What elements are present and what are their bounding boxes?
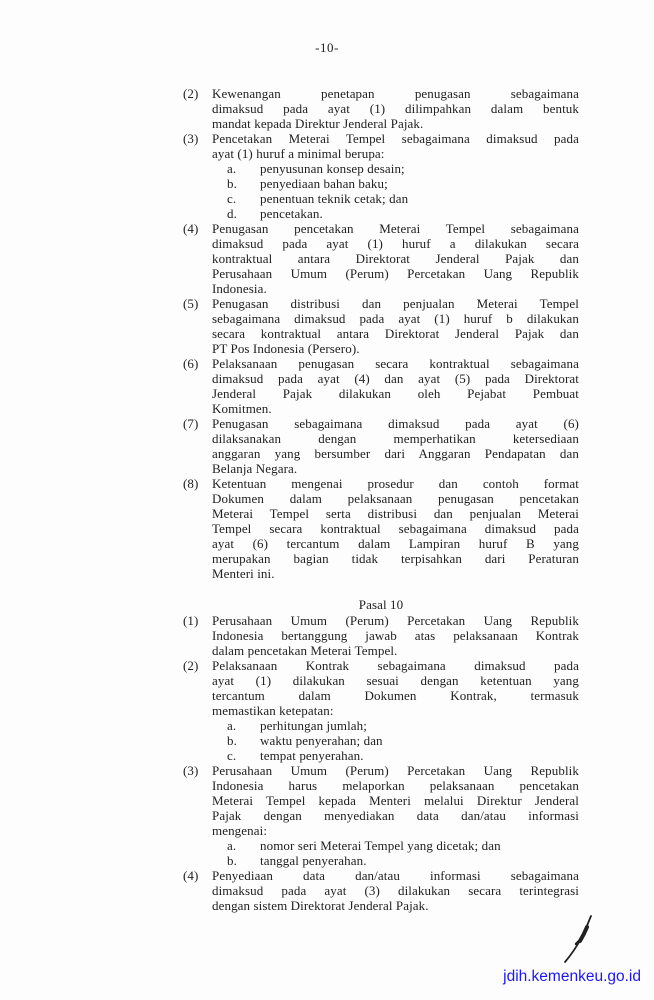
text-line: sebagaimana dimaksud pada ayat (1) huruf b dilakukan (212, 311, 579, 326)
text-line: dimaksud pada ayat (1) huruf a dilakukan secara (212, 236, 579, 251)
text-line: Pelaksanaan penugasan secara kontraktual sebagaimana (212, 356, 579, 371)
sub-item-letter: c. (227, 748, 237, 763)
text-line: dalam pencetakan Meterai Tempel. (212, 643, 398, 658)
sub-item (212, 733, 579, 748)
sub-item (212, 748, 579, 763)
paraf-signature-icon (561, 913, 595, 965)
text-line: kontraktual antara Direktorat Jenderal Pajak dan (212, 251, 579, 266)
item-number: (5) (183, 296, 199, 311)
text-line: Menteri ini. (212, 566, 275, 581)
sub-item-letter: a. (227, 718, 237, 733)
text-line: ayat (6) tercantum dalam Lampiran huruf B yang (212, 536, 579, 551)
item-body (212, 221, 579, 296)
item-body (212, 131, 579, 221)
sub-item (212, 838, 579, 853)
text-line: anggaran yang bersumber dari Anggaran Pendapatan dan (212, 446, 579, 461)
item-text (212, 613, 579, 658)
item-text (212, 296, 579, 356)
text-line: Belanja Negara. (212, 461, 298, 476)
sub-item-text: perhitungan jumlah; (260, 718, 367, 733)
text-line: Indonesia. (212, 281, 267, 296)
item-number: (4) (183, 868, 199, 883)
item-number: (2) (183, 86, 199, 101)
list-item (183, 356, 579, 416)
sub-item (212, 206, 579, 221)
text-line: Indonesia bertanggung jawab atas pelaksanaan Kontrak (212, 628, 579, 643)
item-body (212, 416, 579, 476)
item-text (212, 658, 579, 718)
list-item (183, 613, 579, 658)
text-line: PT Pos Indonesia (Persero). (212, 341, 360, 356)
sub-item-text: waktu penyerahan; dan (260, 733, 383, 748)
list-item (183, 296, 579, 356)
list-item (183, 131, 579, 221)
text-line: Pelaksanaan Kontrak sebagaimana dimaksud pada (212, 658, 579, 673)
list-item (183, 868, 579, 913)
item-number: (3) (183, 763, 199, 778)
text-line: secara kontraktual antara Direktorat Jenderal Pajak dan (212, 326, 579, 341)
text-line: Penyediaan data dan/atau informasi sebagaimana (212, 868, 579, 883)
sub-item-text: tempat penyerahan. (260, 748, 364, 763)
item-body (212, 296, 579, 356)
sub-item (212, 161, 579, 176)
sub-item-letter: a. (227, 838, 237, 853)
list-item (183, 476, 579, 581)
text-line: Perusahaan Umum (Perum) Percetakan Uang Republik (212, 613, 579, 628)
sub-item (212, 718, 579, 733)
item-body (212, 86, 579, 131)
item-text (212, 763, 579, 838)
sub-item-text: tanggal penyerahan. (260, 853, 367, 868)
text-line: Perusahaan Umum (Perum) Percetakan Uang Republik (212, 763, 579, 778)
text-line: Kewenangan penetapan penugasan sebagaimana (212, 86, 579, 101)
text-line: tercantum dalam Dokumen Kontrak, termasuk (212, 688, 579, 703)
text-line: ayat (1) dilakukan sesuai dengan ketentuan yang (212, 673, 579, 688)
text-line: dimaksud pada ayat (1) dilimpahkan dalam bentuk (212, 101, 579, 116)
item-text (212, 86, 579, 131)
sub-item-letter: b. (227, 853, 237, 868)
text-line: dimaksud pada ayat (3) dilakukan secara terintegrasi (212, 883, 579, 898)
text-line: Indonesia harus melaporkan pelaksanaan pencetakan (212, 778, 579, 793)
item-text (212, 221, 579, 296)
sub-item-text: penentuan teknik cetak; dan (260, 191, 409, 206)
text-line: Penugasan sebagaimana dimaksud pada ayat (6) (212, 416, 579, 431)
sub-item (212, 853, 579, 868)
text-line: Ketentuan mengenai prosedur dan contoh format (212, 476, 579, 491)
item-body (212, 476, 579, 581)
text-line: Dokumen dalam pelaksanaan penugasan pencetakan (212, 491, 579, 506)
list-item (183, 221, 579, 296)
item-text (212, 356, 579, 416)
sub-item-letter: c. (227, 191, 237, 206)
item-text (212, 476, 579, 581)
text-line: dilaksanakan dengan memperhatikan ketersediaan (212, 431, 579, 446)
article-heading: Pasal 10 (358, 597, 404, 612)
text-line: Perusahaan Umum (Perum) Percetakan Uang Republik (212, 266, 579, 281)
text-line: memastikan ketepatan: (212, 703, 334, 718)
sub-item-text: penyusunan konsep desain; (260, 161, 405, 176)
item-body (212, 868, 579, 913)
text-line: Meterai Tempel kepada Menteri melalui Direktur Jenderal (212, 793, 579, 808)
list-item (183, 86, 579, 131)
text-line: Pajak dengan menyediakan data dan/atau informasi (212, 808, 579, 823)
text-line: Meterai Tempel serta distribusi dan penjualan Meterai (212, 506, 579, 521)
list-item (183, 763, 579, 868)
text-line: Penugasan distribusi dan penjualan Meterai Tempel (212, 296, 579, 311)
item-text (212, 416, 579, 476)
item-body (212, 763, 579, 868)
sub-item-text: nomor seri Meterai Tempel yang dicetak; dan (260, 838, 501, 853)
text-line: Tempel secara kontraktual sebagaimana dimaksud pada (212, 521, 579, 536)
item-number: (4) (183, 221, 199, 236)
text-line: mengenai: (212, 823, 268, 838)
text-line: Jenderal Pajak dilakukan oleh Pejabat Pembuat (212, 386, 579, 401)
numbered-list (183, 86, 579, 581)
numbered-list (183, 613, 579, 913)
sub-item-text: penyediaan bahan baku; (260, 176, 388, 191)
item-number: (7) (183, 416, 199, 431)
item-body (212, 613, 579, 658)
item-number: (1) (183, 613, 199, 628)
text-line: ayat (1) huruf a minimal berupa: (212, 146, 385, 161)
text-line: Komitmen. (212, 401, 272, 416)
item-body (212, 658, 579, 763)
list-item (183, 416, 579, 476)
item-number: (2) (183, 658, 199, 673)
item-text (212, 131, 579, 161)
text-line: mandat kepada Direktur Jenderal Pajak. (212, 116, 424, 131)
item-number: (8) (183, 476, 199, 491)
sub-item-letter: b. (227, 176, 237, 191)
text-line: merupakan bagian tidak terpisahkan dari Peraturan (212, 551, 579, 566)
text-line: dimaksud pada ayat (4) dan ayat (5) pada Direktorat (212, 371, 579, 386)
jdih-footer-link[interactable]: jdih.kemenkeu.go.id (503, 968, 641, 985)
page-number: -10- (315, 40, 339, 55)
sub-item-letter: d. (227, 206, 237, 221)
sub-item-letter: a. (227, 161, 237, 176)
text-line: Penugasan pencetakan Meterai Tempel sebagaimana (212, 221, 579, 236)
sub-item-letter: b. (227, 733, 237, 748)
item-number: (6) (183, 356, 199, 371)
list-item (183, 658, 579, 763)
sub-item (212, 191, 579, 206)
item-text (212, 868, 579, 913)
item-body (212, 356, 579, 416)
sub-item (212, 176, 579, 191)
text-line: dengan sistem Direktorat Jenderal Pajak. (212, 898, 429, 913)
sub-item-text: pencetakan. (260, 206, 323, 221)
text-line: Pencetakan Meterai Tempel sebagaimana dimaksud pada (212, 131, 579, 146)
item-number: (3) (183, 131, 199, 146)
document-body (183, 86, 579, 913)
